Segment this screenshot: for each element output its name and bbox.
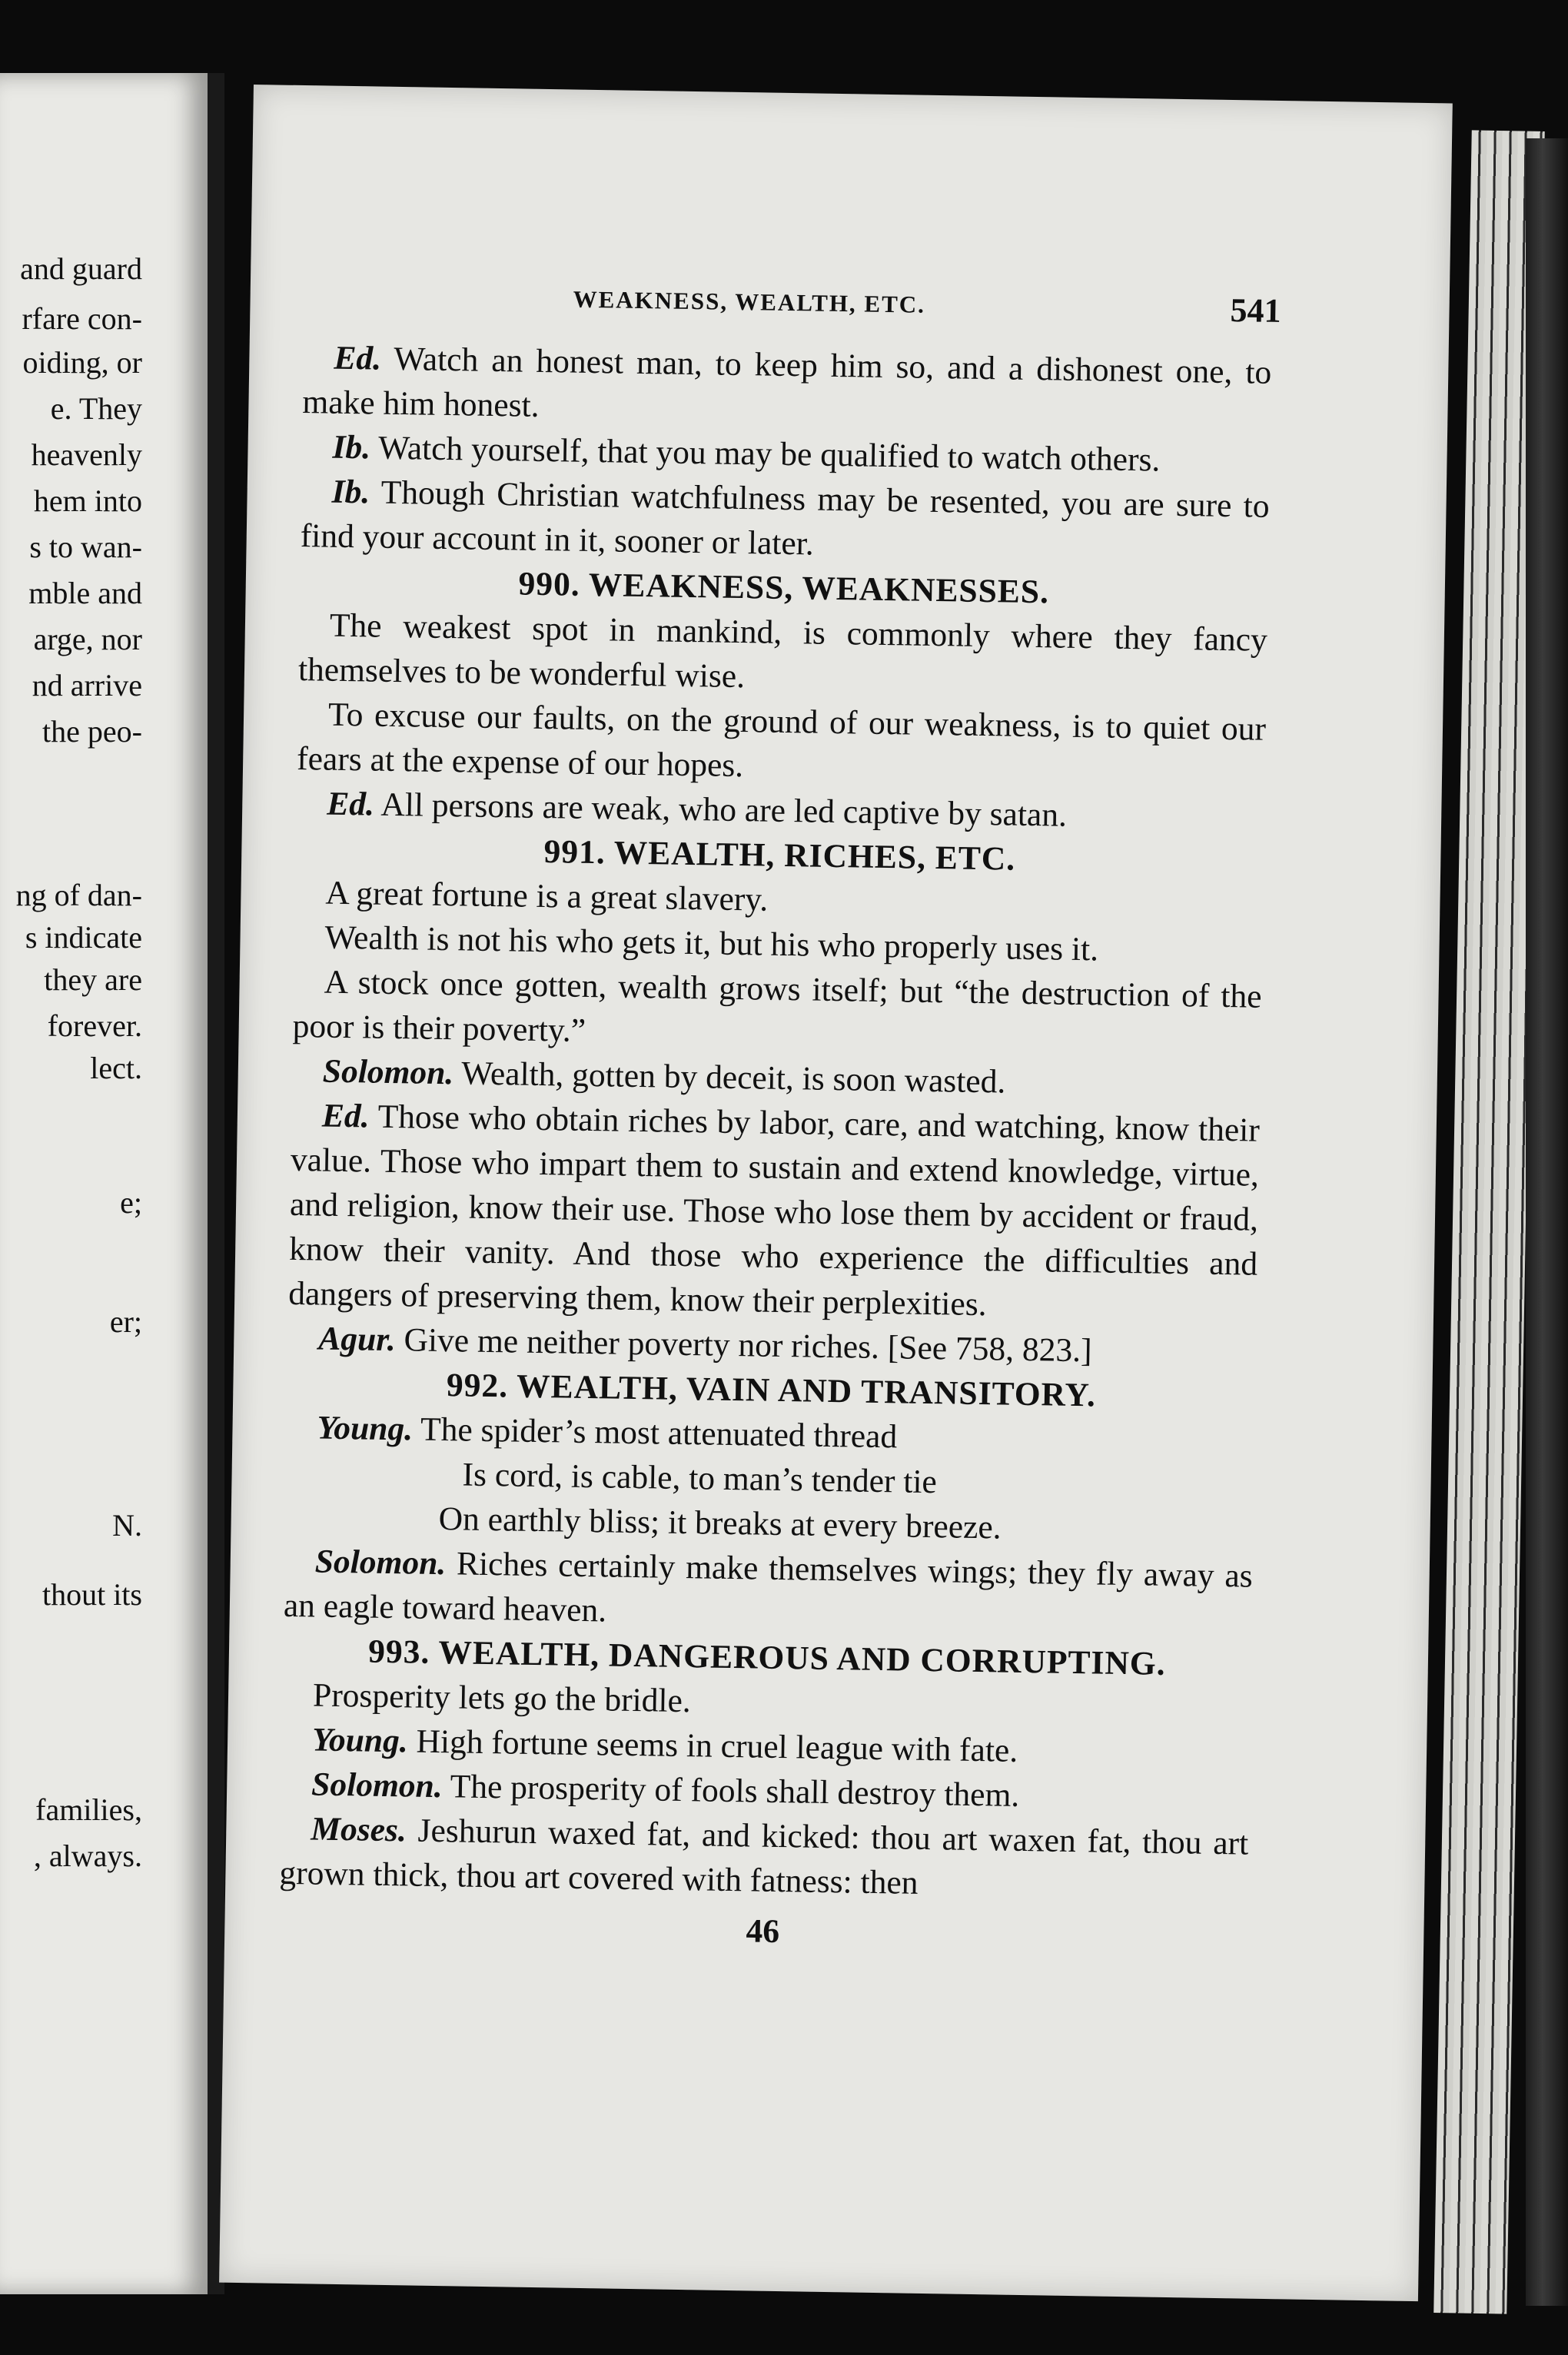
left-page-line: s to wan-: [29, 530, 142, 564]
left-page-line: arge, nor: [33, 622, 142, 656]
quote-text: Though Christian watchfulness may be resented, you are sure to find your account in it, sooner or later.: [300, 473, 1270, 563]
quotation-paragraph: [283, 1539, 1253, 1643]
quote-text: Riches certainly make themselves wings; they fly away as an eagle toward heaven.: [283, 1545, 1254, 1629]
section-heading: 992. WEALTH, VAIN AND TRANSITORY.: [446, 1367, 1097, 1414]
left-page-line: lect.: [90, 1051, 142, 1085]
quote-text: Watch an honest man, to keep him so, and a dishonest one, to make him honest.: [302, 340, 1272, 424]
left-page-line: N.: [112, 1508, 142, 1543]
verse-quote: [284, 1405, 1255, 1554]
quote-text: High fortune seems in cruel league with fate.: [416, 1722, 1018, 1769]
signature-mark: 46: [746, 1912, 780, 1951]
running-head: WEAKNESS, WEALTH, ETC.: [573, 285, 926, 318]
left-page-line: e. They: [50, 391, 142, 426]
quote-text: Wealth is not his who gets it, but his who properly uses it.: [324, 918, 1099, 968]
quote-author: Ed.: [321, 1097, 370, 1135]
quotation-paragraph: [279, 1806, 1249, 1911]
quote-author: Ib.: [332, 428, 371, 467]
verse-text: On earthly bliss; it breaks at every breeze.: [438, 1500, 1002, 1546]
left-page-line: nd arrive: [32, 668, 142, 703]
quote-author: Agur.: [318, 1320, 397, 1359]
section-heading: 991. WEALTH, RICHES, ETC.: [543, 833, 1016, 878]
left-page-line: mble and: [28, 576, 142, 610]
quote-author: Solomon.: [322, 1052, 454, 1092]
quote-text: To excuse our faults, on the ground of our weakness, is to quiet our fears at the expense of our hopes.: [296, 696, 1267, 785]
quote-text: The weakest spot in mankind, is commonly where they fancy themselves to be wonderful wise.: [297, 606, 1268, 696]
quotation-paragraph: [302, 335, 1272, 440]
quote-text: A stock once gotten, wealth grows itself; but “the destruction of the poor is their poverty.”: [292, 963, 1262, 1049]
left-page-line: they are: [44, 962, 142, 997]
quote-author: Moses.: [310, 1810, 407, 1849]
right-page: [219, 85, 1453, 2301]
verse-text: Is cord, is cable, to man’s tender tie: [462, 1456, 938, 1501]
quote-text: Jeshurun waxed fat, and kicked: thou art waxen fat, thou art grown thick, thou art covered with fatness: then: [279, 1812, 1249, 1902]
left-page-line: forever.: [47, 1008, 142, 1043]
section-heading: 990. WEAKNESS, WEAKNESSES.: [518, 565, 1050, 611]
left-page-line: families,: [35, 1792, 142, 1827]
quote-author: Ed.: [326, 785, 375, 823]
verse-text: The spider’s most attenuated thread: [420, 1410, 898, 1456]
page-number: 541: [1230, 291, 1281, 330]
quotation-paragraph: [297, 692, 1267, 796]
left-page-line: s indicate: [25, 920, 142, 955]
left-page-line: heavenly: [31, 437, 142, 472]
left-page-line: er;: [109, 1304, 142, 1339]
quotation-paragraph: [288, 1093, 1260, 1331]
quote-author: Solomon.: [311, 1765, 443, 1805]
quote-author: Young.: [311, 1721, 409, 1760]
quotation-paragraph: [298, 603, 1268, 707]
left-page-line: and guard: [20, 251, 142, 286]
left-page-line: the peo-: [42, 714, 142, 749]
book-binding-shadow: [1526, 138, 1568, 2306]
section-heading: 993. WEALTH, DANGEROUS AND CORRUPTING.: [367, 1633, 1166, 1682]
left-facing-page: [0, 73, 224, 2294]
quote-text: All persons are weak, who are led captive by satan.: [380, 786, 1068, 834]
quote-text: A great fortune is a great slavery.: [325, 874, 769, 918]
quote-text: Give me neither poverty nor riches. [See 758, 823.]: [404, 1321, 1092, 1370]
quote-text: Wealth, gotten by deceit, is soon wasted.: [460, 1055, 1006, 1101]
quote-author: Ed.: [334, 339, 382, 377]
left-page-line: e;: [120, 1185, 142, 1220]
quote-author: Ib.: [331, 473, 370, 511]
quote-text: Those who obtain riches by labor, care, and watching, know their value. Those who impart them to sustain and extend knowledge, virtue, and religion, know their use. Those who lose them by accident or fraud, know their vanity. And those who experience the difficulties and dangers of preserving them, know their perplexities.: [287, 1098, 1261, 1324]
left-page-line: thout its: [42, 1577, 142, 1612]
left-page-line: , always.: [33, 1838, 142, 1873]
quotation-paragraph: [300, 469, 1270, 573]
left-page-line: oiding, or: [22, 345, 142, 380]
left-page-line: rfare con-: [22, 301, 142, 336]
quotation-paragraph: [292, 959, 1262, 1064]
quote-text: Watch yourself, that you may be qualified to watch others.: [377, 429, 1161, 479]
quote-author: Young.: [317, 1409, 414, 1448]
quote-text: Prosperity lets go the bridle.: [312, 1676, 692, 1720]
left-page-line: hem into: [33, 483, 142, 518]
quote-text: The prosperity of fools shall destroy them.: [450, 1768, 1020, 1814]
quote-author: Solomon.: [314, 1543, 447, 1583]
page-body: [278, 335, 1272, 1961]
left-page-line: ng of dan-: [15, 878, 142, 912]
